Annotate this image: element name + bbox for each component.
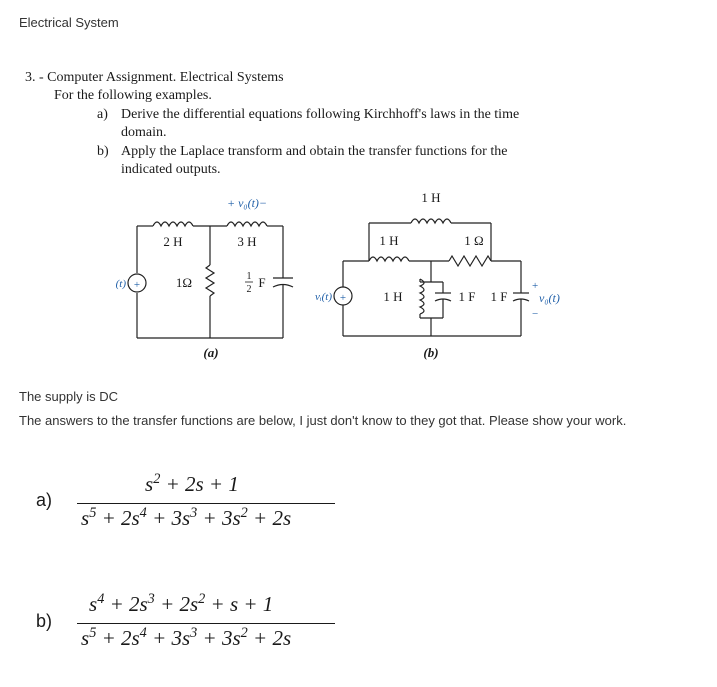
answer-a-fraction-bar <box>77 503 335 504</box>
inductor-3h-label: 3 H <box>237 234 257 249</box>
item-a-marker: a) <box>97 107 108 122</box>
answer-b-fraction-bar <box>77 623 335 624</box>
answers-note: The answers to the transfer functions are below, I just don't know to they got that. Please show your work. <box>19 413 627 428</box>
inductor-top-icon <box>411 219 451 223</box>
output-b-label: v₀(t) <box>539 291 560 305</box>
capacitor-a-den: 2 <box>246 284 252 295</box>
answer-b-fraction <box>75 592 337 662</box>
answer-b-numerator: $s^4 + 2s^3 + 2s^2 + s + 1$ <box>89 591 274 616</box>
capacitor-a-unit: F <box>258 275 266 290</box>
circuit-a-labels <box>116 196 267 360</box>
resistor-icon <box>449 256 491 266</box>
source-b-label: vᵢ(t) <box>314 291 332 303</box>
resistor-a-label: 1Ω <box>175 275 193 290</box>
assignment-heading: 3. - Computer Assignment. Electrical Systems <box>25 70 284 85</box>
output-a-label: + v₀(t)− <box>226 196 268 210</box>
source-a-sign: + <box>133 279 141 291</box>
answer-b-label: b) <box>36 611 53 631</box>
resistor-icon <box>206 265 214 296</box>
source-a-label: (t) <box>115 278 126 290</box>
circuit-b-caption: (b) <box>423 345 439 360</box>
item-b-line2: indicated outputs. <box>121 162 221 177</box>
inductor-mid-label: 1 H <box>379 233 399 248</box>
resistor-b-label: 1 Ω <box>464 233 484 248</box>
supply-note: The supply is DC <box>19 389 118 404</box>
item-a-line1: Derive the differential equations following Kirchhoff's laws in the time <box>121 107 520 122</box>
item-b-marker: b) <box>97 144 109 159</box>
answer-a-fraction <box>75 472 337 542</box>
post-title: Electrical System <box>19 15 119 30</box>
item-a-line2: domain. <box>121 125 167 140</box>
capacitor-a-num: 1 <box>246 271 252 282</box>
answer-a-numerator: $s^2 + 2s + 1$ <box>145 471 239 496</box>
inductor-3h-icon <box>227 222 267 226</box>
item-b-line1: Apply the Laplace transform and obtain the transfer functions for the <box>121 144 508 159</box>
capacitor-b2-label: 1 F <box>490 289 508 304</box>
output-b-minus: − <box>532 308 539 320</box>
circuit-a <box>128 222 293 338</box>
inductor-shunt-icon <box>420 279 424 314</box>
inductor-mid-icon <box>369 257 409 261</box>
source-b-sign: + <box>339 292 347 304</box>
inductor-shunt-label: 1 H <box>383 289 403 304</box>
circuit-b-labels <box>315 190 560 360</box>
circuit-b <box>334 219 529 336</box>
capacitor-b1-label: 1 F <box>458 289 476 304</box>
inductor-top-label: 1 H <box>421 190 441 205</box>
assignment-intro: For the following examples. <box>54 88 212 103</box>
output-b-plus: + <box>532 280 539 292</box>
circuit-diagrams <box>0 180 717 365</box>
answer-a-denominator: $s^5 + 2s^4 + 3s^3 + 3s^2 + 2s$ <box>81 505 292 530</box>
inductor-2h-icon <box>153 222 193 226</box>
answer-b-denominator: $s^5 + 2s^4 + 3s^3 + 3s^2 + 2s$ <box>81 625 292 650</box>
inductor-2h-label: 2 H <box>163 234 183 249</box>
answer-a-label: a) <box>36 490 53 510</box>
circuit-a-caption: (a) <box>203 345 219 360</box>
